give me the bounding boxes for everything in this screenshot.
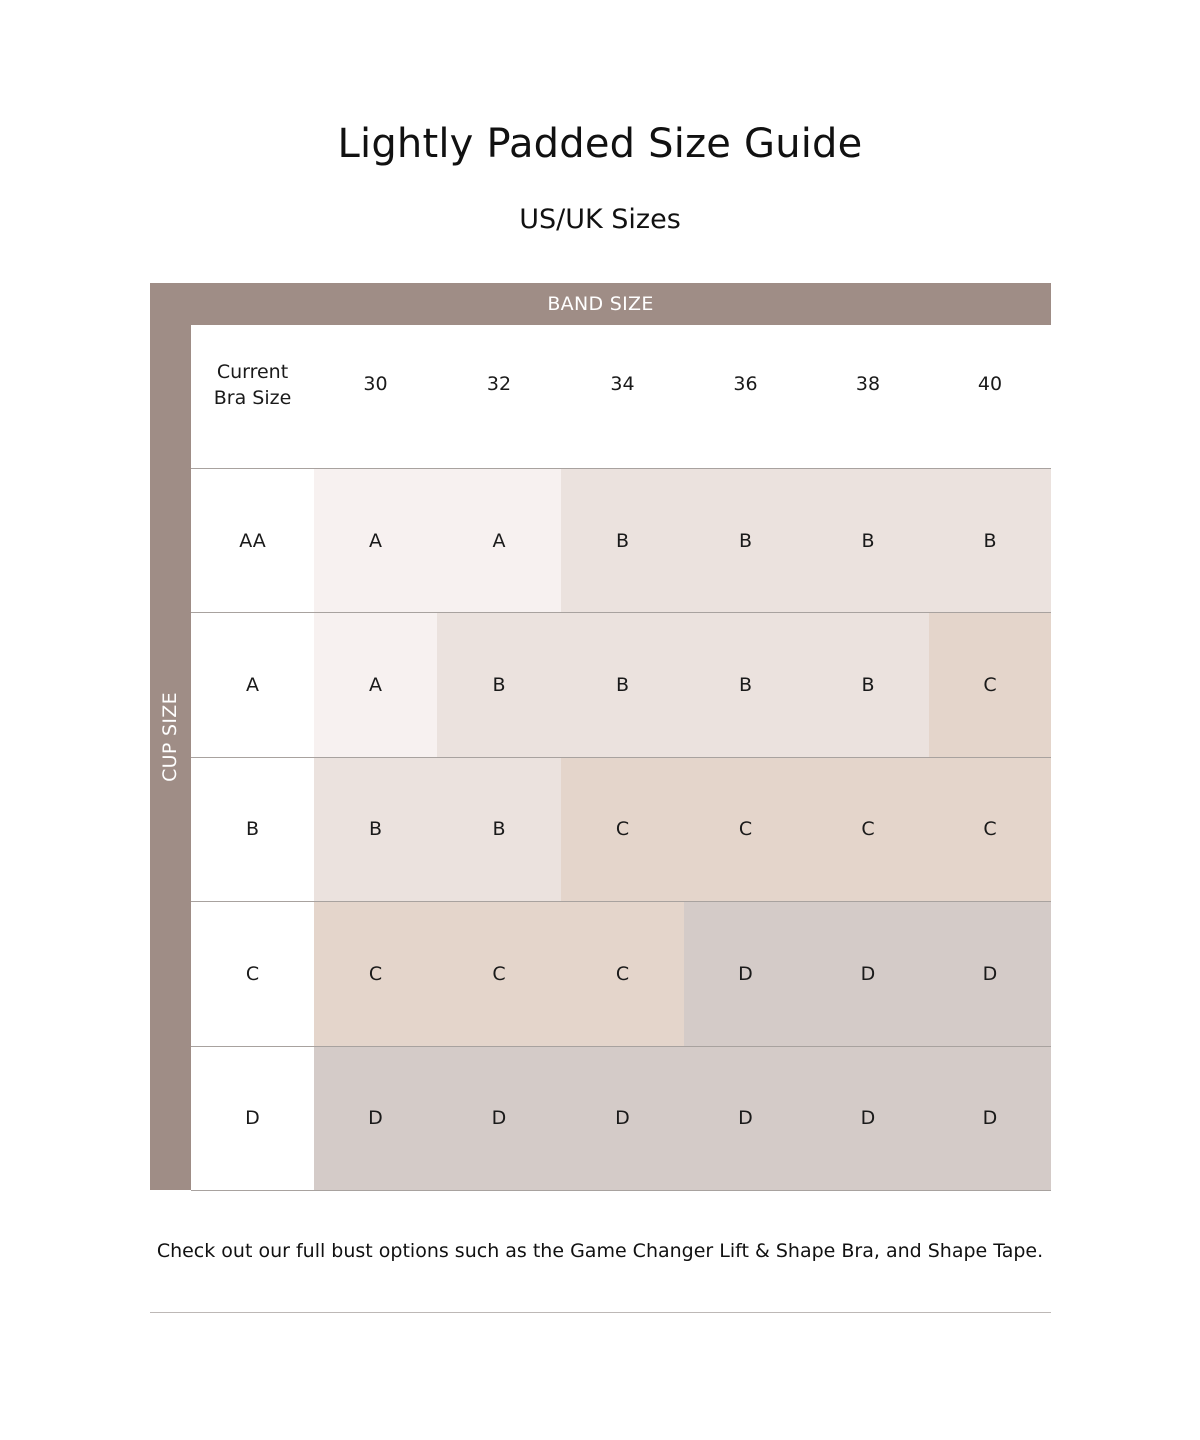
- band-size-32: 32: [486, 373, 512, 395]
- size-guide-table: [191, 325, 1051, 1190]
- band-size-34: 34: [610, 373, 635, 395]
- current-size-d: D: [191, 1047, 314, 1190]
- recommended-size-cell: B: [684, 613, 807, 756]
- recommended-size-cell: B: [684, 469, 807, 612]
- recommended-size-cell: B: [561, 613, 684, 756]
- recommended-size-cell: C: [929, 613, 1051, 756]
- recommended-size-cell: D: [807, 902, 929, 1045]
- band-size-header-bar: [150, 283, 1051, 325]
- recommended-size-cell: D: [437, 1047, 561, 1190]
- recommended-size-cell: A: [314, 613, 437, 756]
- band-size-40: 40: [977, 373, 1003, 395]
- band-size-36: 36: [733, 373, 758, 395]
- recommended-size-cell: D: [684, 902, 807, 1045]
- current-size-a: A: [191, 613, 314, 756]
- recommended-size-cell: D: [314, 1047, 437, 1190]
- current-size-aa: AA: [191, 469, 314, 612]
- cup-size-label: CUP SIZE: [159, 692, 181, 782]
- recommended-size-cell: B: [807, 469, 929, 612]
- recommended-size-cell: B: [561, 469, 684, 612]
- recommended-size-cell: D: [929, 1047, 1051, 1190]
- recommended-size-cell: A: [314, 469, 437, 612]
- section-divider: [150, 1312, 1051, 1313]
- recommended-size-cell: D: [929, 902, 1051, 1045]
- recommended-size-cell: B: [807, 613, 929, 756]
- recommended-size-cell: C: [561, 902, 684, 1045]
- page-title: Lightly Padded Size Guide: [337, 121, 863, 167]
- band-size-38: 38: [855, 373, 881, 395]
- recommended-size-cell: C: [314, 902, 437, 1045]
- band-size-30: 30: [363, 373, 388, 395]
- cup-size-side-bar: [150, 325, 191, 1190]
- current-size-b: B: [191, 758, 314, 901]
- current-bra-size-header: Current Bra Size: [213, 361, 292, 409]
- current-size-c: C: [191, 902, 314, 1045]
- row-divider: [191, 1190, 1051, 1191]
- band-size-label: BAND SIZE: [547, 293, 654, 315]
- page-subtitle: US/UK Sizes: [519, 204, 681, 235]
- recommended-size-cell: C: [807, 758, 929, 901]
- recommended-size-cell: D: [807, 1047, 929, 1190]
- recommended-size-cell: C: [929, 758, 1051, 901]
- recommended-size-cell: D: [684, 1047, 807, 1190]
- recommended-size-cell: C: [684, 758, 807, 901]
- recommended-size-cell: B: [314, 758, 437, 901]
- recommended-size-cell: C: [561, 758, 684, 901]
- recommended-size-cell: C: [437, 902, 561, 1045]
- recommended-size-cell: B: [929, 469, 1051, 612]
- recommended-size-cell: D: [561, 1047, 684, 1190]
- footnote-text: Check out our full bust options such as the Game Changer Lift & Shape Bra, and Shape Tape.: [156, 1240, 1044, 1262]
- recommended-size-cell: A: [437, 469, 561, 612]
- recommended-size-cell: B: [437, 613, 561, 756]
- recommended-size-cell: B: [437, 758, 561, 901]
